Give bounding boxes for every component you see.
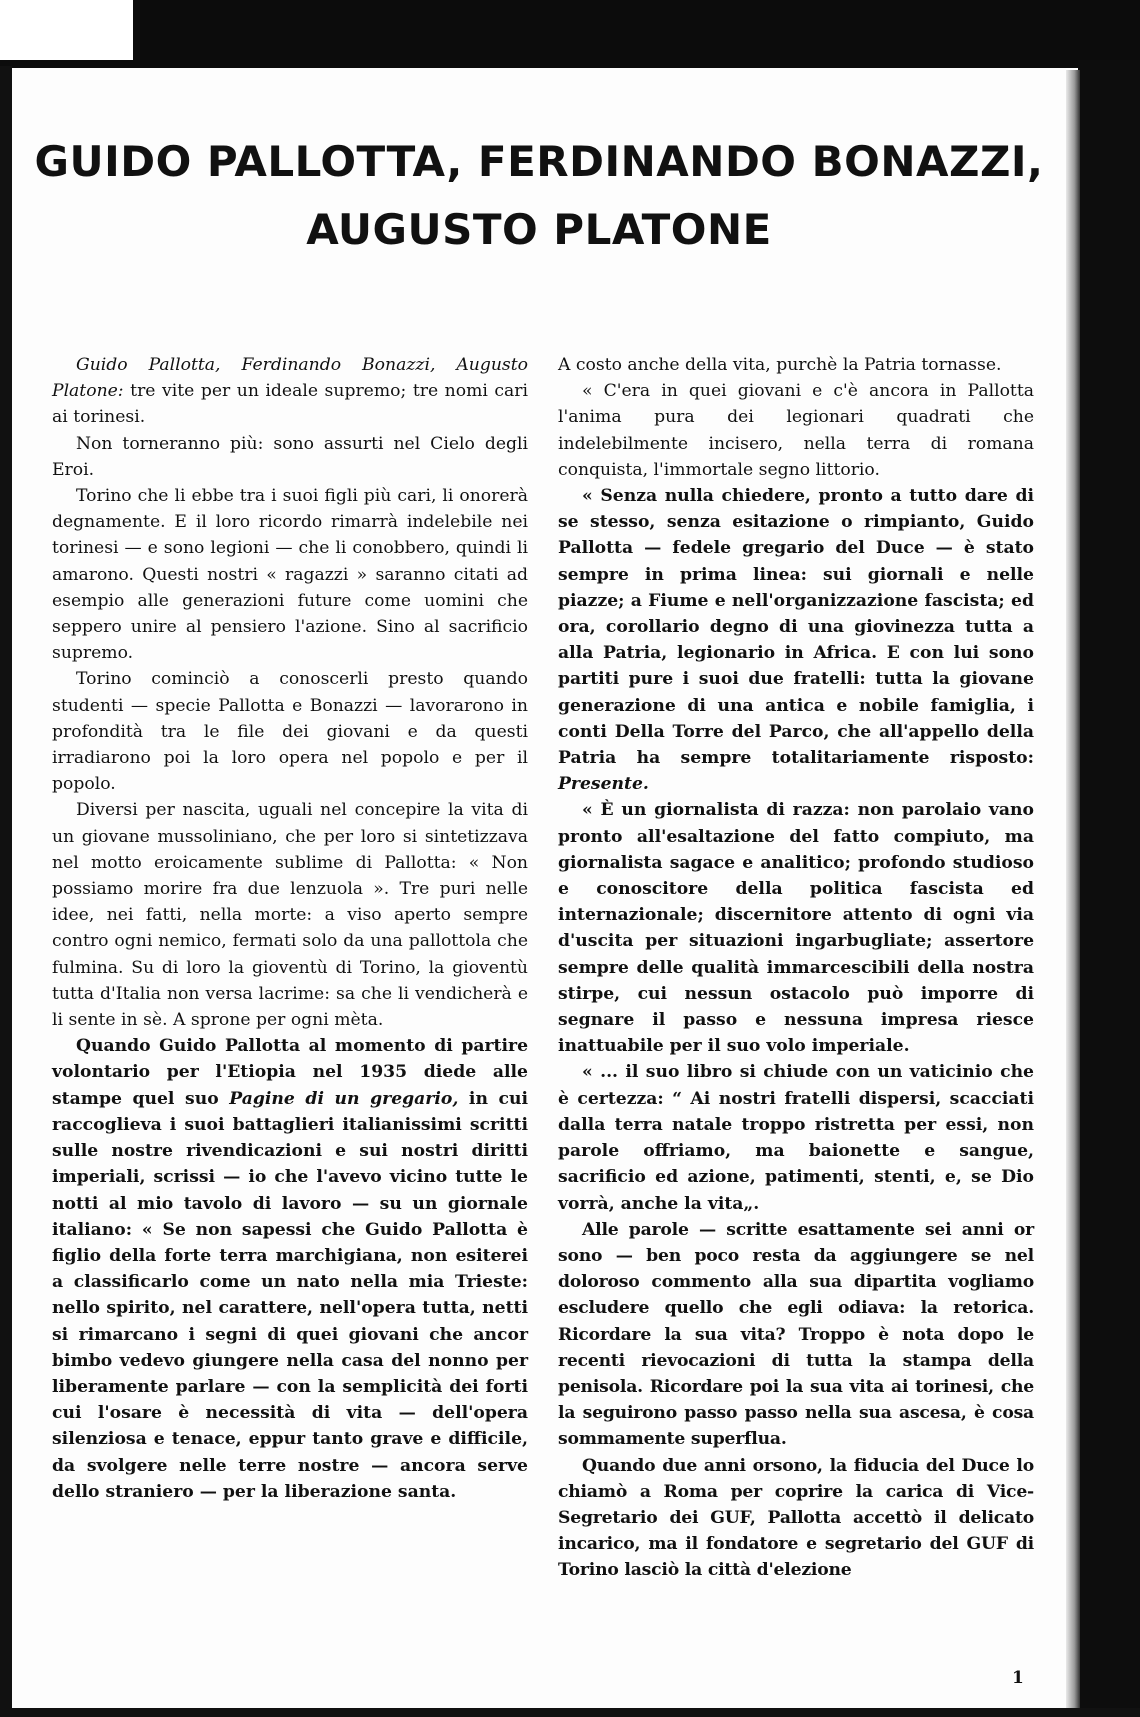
paragraph: Torino cominciò a conoscerli presto quando studenti — specie Pallotta e Bonazzi — lavorarono in profondità tra le file dei giovani e da questi irradiarono poi la loro opera nel popolo e per il popolo. [52,669,528,795]
intro-names: Guido Pallotta, Ferdinando Bonazzi, Augusto Platone: [52,355,528,402]
right-column [558,352,1034,1584]
page-mark: 1 [1012,1668,1024,1688]
quote-text: « Senza nulla chiedere, pronto a tutto dare di se stesso, senza esitazione o rimpianto, Guido Pallotta — fedele gregario del Duce — è stato sempre in prima linea: sui giornali e nelle piazze; a Fiume e nell'organizzazione fascista; ed ora, corollario degno di una giovinezza tutta a alla Patria, legionario in Africa. E con lui sono partiti pure i suoi due fratelli: tutta la giovane generazione di una antica e nobile famiglia, i conti Della Torre del Parco, che all'appello della Patria ha sempre totalitariamente risposto: [558,486,1034,769]
scan-border-top [133,0,1140,68]
paragraph: « C'era in quei giovani e c'è ancora in Pallotta l'anima pura dei legionari quadrati che indelebilmente incisero, nella terra di romana conquista, l'immortale segno littorio. [558,381,1034,480]
left-column [52,352,528,1505]
paragraph-intro [52,352,528,431]
scan-border-right [1078,60,1140,1717]
quote-presente: Presente. [558,774,649,795]
paragraph: Diversi per nascita, uguali nel concepire la vita di un giovane mussoliniano, che per loro si sintetizzava nel motto eroicamente sublime di Pallotta: « Non possiamo morire fra due lenzuola ». Tre puri nelle idee, nei fatti, nella morte: a viso aperto sempre contro ogni nemico, fermati solo da una pallottola che fulmina. Su di loro la gioventù di Torino, la gioventù tutta d'Italia non versa lacrime: sa che li vendicherà e li sente in sè. A sprone per ogni mèta. [52,800,528,1031]
paragraph: « ... il suo libro si chiude con un vaticinio che è certezza: “ Ai nostri fratelli dispersi, scacciati dalla terra natale troppo ristretta per essi, non parole offriamo, ma baionette e sangue, sacrificio ed azione, patimenti, stenti, e, se Dio vorrà, anche la vita„. [558,1062,1034,1214]
paragraph: Non torneranno più: sono assurti nel Cielo degli Eroi. [52,433,528,480]
paragraph: Quando due anni orsono, la fiducia del Duce lo chiamò a Roma per coprire la carica di Vice-Segretario dei GUF, Pallotta accettò il delicato incarico, ma il fondatore e segretario del GUF di Torino lasciò la città d'elezione [558,1455,1034,1581]
book-text-before: Quando Guido Pallotta al momento di partire volontario per l'Etiopia nel 1935 diede alle stampe quel suo [52,1036,528,1109]
paragraph: « È un giornalista di razza: non parolaio vano pronto all'esaltazione del fatto compiuto, ma giornalista sagace e analitico; profondo studioso e conoscitore della politica fascista ed internazionale; discernitore attento di ogni via d'uscita per situazioni ingarbugliate; assertore sempre delle qualità immarcescibili della nostra stirpe, cui nessun ostacolo può imporre di segnare il passo e nessuna impresa riesce inattuabile per il suo volo imperiale. [558,800,1034,1057]
article-title-line-1: GUIDO PALLOTTA, FERDINANDO BONAZZI, [34,137,1044,186]
document-page [12,68,1066,1708]
paragraph-book [52,1033,528,1505]
intro-text: tre vite per un ideale supremo; tre nomi cari ai torinesi. [52,381,528,428]
article-title [12,128,1066,264]
paragraph: A costo anche della vita, purchè la Patria tornasse. [558,355,1002,375]
book-text-after: in cui raccoglieva i suoi battaglieri italianissimi scritti sulle nostre rivendicazioni e sui nostri diritti imperiali, scrissi — io che l'avevo vicino tutte le notti al mio tavolo di lavoro — su un giornale italiano: « Se non sapessi che Guido Pallotta è figlio della forte terra marchigiana, non esiterei a classificarlo come un nato nella mia Trieste: nello spirito, nel carattere, nell'opera tutta, netti si rimarcano i segni di quei giovani che ancor bimbo vedevo giungere nella casa del nonno per liberamente parlare — con la semplicità dei forti cui l'osare è necessità di vita — dell'opera silenziosa e tenace, eppur tanto grave e difficile, da svolgere nelle terre nostre — ancora serve dello straniero — per la liberazione santa. [52,1088,529,1502]
book-title: Pagine di un gregario, [229,1088,459,1109]
paragraph: Alle parole — scritte esattamente sei anni or sono — ben poco resta da aggiungere se nel doloroso commento alla sua dipartita vogliamo escludere quello che egli odiava: la retorica. Ricordare la sua vita? Troppo è nota dopo le recenti rievocazioni di tutta la stampa della penisola. Ricordare poi la sua vita ai torinesi, che la seguirono passo passo nella sua ascesa, è cosa sommamente superflua. [558,1219,1034,1450]
scan-border-bottom [0,1708,1140,1717]
article-title-line-2: AUGUSTO PLATONE [306,205,772,254]
paragraph: Torino che li ebbe tra i suoi figli più cari, li onorerà degnamente. E il loro ricordo rimarrà indelebile nei torinesi — e sono legioni — che li conobbero, quindi li amarono. Questi nostri « ragazzi » saranno citati ad esempio alle generazioni future come uomini che seppero unire al pensiero l'azione. Sino al sacrificio supremo. [52,486,528,664]
paragraph-quote [558,483,1034,797]
scan-border-left [0,66,12,1717]
scan-page-edge-shadow [1066,70,1080,1717]
